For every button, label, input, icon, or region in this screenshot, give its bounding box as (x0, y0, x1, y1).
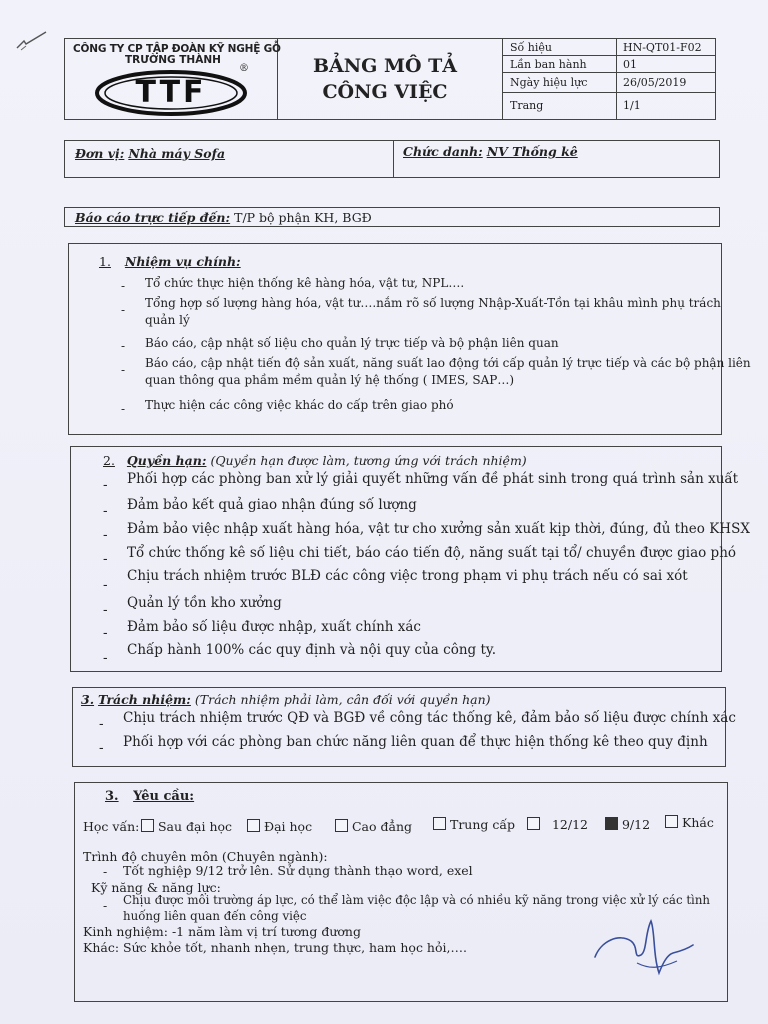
section3-title: Trách nhiệm: (98, 692, 191, 707)
education-option-postgrad (141, 819, 232, 834)
list-item: Báo cáo, cập nhật tiến độ sản xuất, năng suất lao động tới cấp quản lý trực tiếp và các bộ phận liên (145, 356, 751, 370)
list-item: Tổ chức thống kê số liệu chi tiết, báo cáo tiến độ, năng suất tại tổ/ chuyền được giao phó (127, 545, 737, 561)
logo-text: TTF (135, 75, 207, 110)
option-label: Đại học (263, 819, 313, 834)
section-authority: 2. Quyền hạn: (Quyền hạn được làm, tương ứng với trách nhiệm) - Phối hợp các phòng ban xử lý giải quyết những vấn đề phát sinh trong quá trình sản xuất - Đảm bảo kết quả giao nhận đúng số lượng - Đảm bảo việc nhập xuất hàng hóa, vật tư cho xưởng sản xuất kịp thời, đúng, đủ theo KHSX - Tổ chức thống kê số liệu chi tiết, báo cáo tiến độ, năng suất tại tổ/ chuyền được giao phó - Chịu trách nhiệm trước BLĐ các công việc trong phạm vi phụ trách nếu có sai xót - Quản lý tồn kho xưởng - Đảm bảo số liệu được nhập, xuất chính xác - Chấp hành 100% các quy định và nội quy của công ty. (70, 446, 722, 672)
section2-subtitle: (Quyền hạn được làm, tương ứng với trách nhiệm) (210, 453, 527, 468)
check-mark-icon (14, 28, 54, 54)
option-label: Trung cấp (449, 817, 516, 832)
list-item: Phối hợp các phòng ban xử lý giải quyết những vấn đề phát sinh trong quá trình sản xuất (127, 471, 739, 487)
section2-title: Quyền hạn: (126, 453, 207, 468)
list-item: Báo cáo, cập nhật số liệu cho quản lý trực tiếp và bộ phận liên quan (145, 336, 559, 350)
position-field (403, 144, 578, 159)
option-label: 9/12 (621, 817, 651, 832)
checkbox (247, 819, 260, 832)
document-title (290, 53, 480, 105)
option-label: Khác (681, 815, 714, 830)
section3-number: 3. (81, 692, 95, 707)
education-option-university (247, 819, 312, 834)
education-label: Học vấn: (83, 819, 140, 834)
meta-label-effective-date: Ngày hiệu lực (510, 76, 588, 89)
list-item: Đảm bảo số liệu được nhập, xuất chính xác (127, 619, 421, 635)
section4-number: 3. (105, 789, 119, 804)
skills-item-cont: huống liên quan đến công việc (123, 909, 307, 923)
meta-value-page: 1/1 (623, 99, 641, 112)
report-to-row (64, 207, 720, 227)
checkbox (335, 819, 348, 832)
list-item: Phối hợp với các phòng ban chức năng liên quan để thực hiện thống kê theo quy định (123, 734, 708, 750)
education-option-intermediate (433, 817, 515, 832)
skills-item: Chịu được môi trường áp lực, có thể làm việc độc lập và có nhiều kỹ năng trong việc xử lý các tình (123, 893, 711, 907)
section4-heading (105, 789, 194, 804)
unit-position-row (64, 140, 720, 178)
list-item: Tổ chức thực hiện thống kê hàng hóa, vật tư, NPL…. (145, 276, 465, 290)
checkbox (433, 817, 446, 830)
meta-value-doc-number: HN-QT01-F02 (623, 41, 702, 54)
ttf-logo (93, 63, 249, 117)
option-label: Sau đại học (157, 819, 233, 834)
list-item-cont: quan thông qua phầm mềm quản lý hệ thống ( IMES, SAP…) (145, 373, 515, 387)
education-option-9-12 (605, 817, 650, 832)
meta-label-issue: Lần ban hành (510, 58, 587, 71)
list-item: Quản lý tồn kho xưởng (127, 595, 282, 611)
checkbox (665, 815, 678, 828)
meta-value-effective-date: 26/05/2019 (623, 76, 687, 89)
education-option-12-12 (527, 817, 588, 832)
checkbox (527, 817, 540, 830)
company-name-line1: CÔNG TY CP TẬP ĐOÀN KỸ NGHỆ GỖ (73, 43, 281, 55)
unit-value: Nhà máy Sofa (128, 146, 226, 161)
section1-heading (99, 254, 241, 269)
list-item: Chấp hành 100% các quy định và nội quy của công ty. (127, 642, 497, 658)
section3-heading (81, 692, 491, 707)
section1-number: 1. (99, 254, 111, 269)
education-option-other (665, 815, 714, 830)
header-table (64, 38, 716, 120)
checkbox-checked (605, 817, 618, 830)
list-item-cont: quản lý (145, 313, 190, 327)
section1-title: Nhiệm vụ chính: (124, 254, 241, 269)
list-item: Đảm bảo việc nhập xuất hàng hóa, vật tư cho xưởng sản xuất kịp thời, đúng, đủ theo KHSX (127, 521, 750, 537)
specialty-item: Tốt nghiệp 9/12 trở lên. Sử dụng thành thạo word, exel (123, 863, 473, 878)
option-label: 12/12 (551, 817, 589, 832)
title-line2: CÔNG VIỆC (322, 81, 448, 103)
specialty-label: Trình độ chuyên môn (Chuyên ngành): (83, 849, 328, 864)
list-item: Thực hiện các công việc khác do cấp trên giao phó (145, 398, 454, 412)
option-label: Cao đẳng (351, 819, 413, 834)
section-responsibility: 3. Trách nhiệm: (Trách nhiệm phải làm, cân đối với quyền hạn) - Chịu trách nhiệm trước QĐ và BGĐ về công tác thống kê, đảm bảo số liệu được chính xác - Phối hợp với các phòng ban chức năng liên quan để thực hiện thống kê theo quy định (72, 687, 726, 767)
section-requirements: 3. Yêu cầu: Học vấn: Sau đại học Đại học Cao đẳng Trung cấp 12/12 9/12 Khác Trình độ chuyên môn (Chuyên ngành): - Tốt nghiệp 9/12 trở lên. Sử dụng thành thạo word, exel Kỹ năng & năng lực: - Chịu được môi trường áp lực, có thể làm việc độc lập và có nhiều kỹ năng trong việc xử lý các tình huống liên quan đến công việc Kinh nghiệm: -1 năm làm vị trí tương đương Khác: Sức khỏe tốt, nhanh nhẹn, trung thực, ham học hỏi,…. (74, 782, 728, 1002)
list-item: Chịu trách nhiệm trước BLĐ các công việc trong phạm vi phụ trách nếu có sai xót (127, 568, 688, 584)
report-to-label: Báo cáo trực tiếp đến: (75, 210, 231, 225)
education-option-college (335, 819, 412, 834)
section2-number: 2. (103, 453, 115, 468)
report-to-field (75, 210, 372, 225)
list-item: Chịu trách nhiệm trước QĐ và BGĐ về công tác thống kê, đảm bảo số liệu được chính xác (123, 710, 736, 726)
company-name-line2: TRƯỜNG THÀNH (125, 54, 221, 66)
list-item: Tổng hợp số lượng hàng hóa, vật tư….nắm rõ số lượng Nhập-Xuất-Tồn tại khâu mình phụ trách (145, 296, 721, 310)
report-to-value: T/P bộ phận KH, BGĐ (234, 210, 372, 225)
skills-label: Kỹ năng & năng lực: (91, 880, 221, 895)
title-line1: BẢNG MÔ TẢ (312, 55, 458, 77)
registered-mark: ® (239, 63, 249, 74)
checkbox (141, 819, 154, 832)
list-item: Đảm bảo kết quả giao nhận đúng số lượng (127, 497, 417, 513)
meta-value-issue: 01 (623, 58, 637, 71)
section2-heading (103, 453, 527, 468)
meta-label-doc-number: Số hiệu (510, 41, 552, 54)
meta-label-page: Trang (510, 99, 544, 112)
position-value: NV Thống kê (486, 144, 578, 159)
signature (589, 911, 699, 991)
unit-field (75, 146, 225, 161)
position-label: Chức danh: (403, 144, 483, 159)
experience-text: Kinh nghiệm: -1 năm làm vị trí tương đương (83, 924, 361, 939)
section-main-duties: 1. Nhiệm vụ chính: - Tổ chức thực hiện thống kê hàng hóa, vật tư, NPL…. - Tổng hợp số lượng hàng hóa, vật tư….nắm rõ số lượng Nhập-Xuất-Tồn tại khâu mình phụ trách quản lý - Báo cáo, cập nhật số liệu cho quản lý trực tiếp và bộ phận liên quan - Báo cáo, cập nhật tiến độ sản xuất, năng suất lao động tới cấp quản lý trực tiếp và các bộ phận liên quan thông qua phầm mềm quản lý hệ thống ( IMES, SAP…) - Thực hiện các công việc khác do cấp trên giao phó (68, 243, 722, 435)
unit-label: Đơn vị: (75, 146, 125, 161)
section4-title: Yêu cầu: (133, 789, 195, 804)
other-requirements: Khác: Sức khỏe tốt, nhanh nhẹn, trung thực, ham học hỏi,…. (83, 940, 467, 955)
section3-subtitle: (Trách nhiệm phải làm, cân đối với quyền hạn) (194, 692, 491, 707)
